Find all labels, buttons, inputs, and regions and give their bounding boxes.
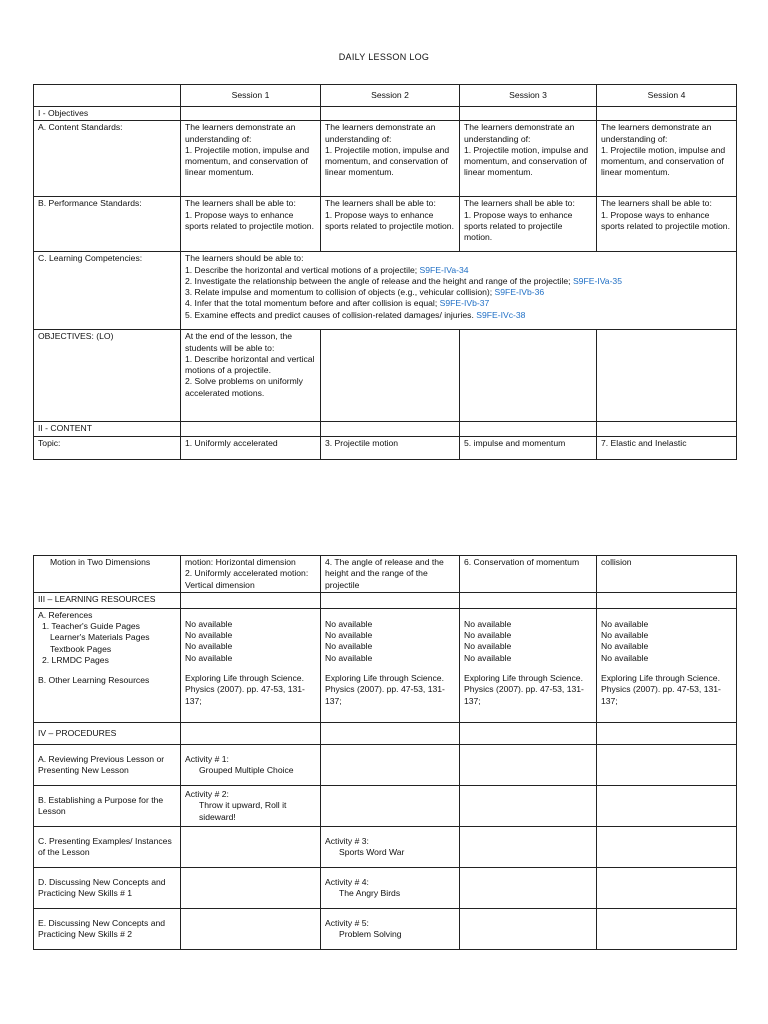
procedure-activity: Activity # 2: Throw it upward, Roll it sideward! — [181, 785, 321, 826]
learning-competencies-row — [34, 252, 737, 330]
references-label-cell: A. References 1. Teacher's Guide Pages Learner's Materials Pages Textbook Pages 2. LRMDC Pages B. Other Learning Resources — [34, 608, 181, 722]
procedure-activity: Activity # 4: The Angry Birds — [321, 867, 460, 908]
topic-row — [34, 436, 737, 459]
topic-s3: 5. impulse and momentum — [460, 436, 597, 459]
reference-item: Textbook Pages — [50, 643, 112, 654]
header-blank — [34, 85, 181, 107]
content-section-row — [34, 422, 737, 436]
content-standards-s3: The learners demonstrate an understanding of: 1. Projectile motion, impulse and momentum, and conservation of linear momentum. — [460, 121, 597, 197]
topic-continued-row — [34, 556, 737, 593]
objectives-section-label: I - Objectives — [34, 107, 181, 121]
performance-standards-label: B. Performance Standards: — [34, 197, 181, 252]
competency-item: 5. Examine effects and predict causes of collision-related damages/ injuries. S9FE-IVc-38 — [185, 309, 526, 320]
procedure-label: B. Establishing a Purpose for the Lesson — [34, 785, 181, 826]
procedure-label: E. Discussing New Concepts and Practicing New Skills # 2 — [34, 908, 181, 949]
procedure-row-e — [34, 908, 737, 949]
references-s1: No available No available No available No available Exploring Life through Science. Physics (2007). pp. 47-53, 131-137; — [181, 608, 321, 722]
lo-s1: At the end of the lesson, the students will be able to: 1. Describe horizontal and vertical motions of a projectile. 2. Solve problems on uniformly accelerated motions. — [181, 330, 321, 422]
procedure-activity: Activity # 1: Grouped Multiple Choice — [181, 744, 321, 785]
competency-code: S9FE-IVb-36 — [494, 287, 545, 298]
procedure-row-b — [34, 785, 737, 826]
topic-s1: 1. Uniformly accelerated — [181, 436, 321, 459]
content-standards-s2: The learners demonstrate an understanding of: 1. Projectile motion, impulse and momentum, and conservation of linear momentum. — [321, 121, 460, 197]
procedure-row-d — [34, 867, 737, 908]
page-title: DAILY LESSON LOG — [338, 52, 430, 62]
performance-standards-s2: The learners shall be able to: 1. Propose ways to enhance sports related to projectile motion. — [321, 197, 460, 252]
procedures-section-row — [34, 722, 737, 744]
reference-item: 2. LRMDC Pages — [42, 655, 109, 666]
lesson-log-table-1 — [33, 84, 737, 460]
session-header-row — [34, 85, 737, 107]
procedure-activity: Activity # 5: Problem Solving — [321, 908, 460, 949]
content-section-label: II - CONTENT — [34, 422, 181, 436]
topic-continued-s4: collision — [597, 556, 737, 593]
procedure-activity: Activity # 3: Sports Word War — [321, 826, 460, 867]
procedure-label: A. Reviewing Previous Lesson or Presenting New Lesson — [34, 744, 181, 785]
competency-item: 4. Infer that the total momentum before and after collision is equal; S9FE-IVb-37 — [185, 298, 490, 309]
performance-standards-s1: The learners shall be able to: 1. Propose ways to enhance sports related to projectile motion. — [181, 197, 321, 252]
performance-standards-row — [34, 197, 737, 252]
competency-code: S9FE-IVa-34 — [419, 264, 469, 275]
content-standards-s1: The learners demonstrate an understanding of: 1. Projectile motion, impulse and momentum, and conservation of linear momentum. — [181, 121, 321, 197]
performance-standards-s4: The learners shall be able to: 1. Propose ways to enhance sports related to projectile motion. — [597, 197, 737, 252]
competency-item: 1. Describe the horizontal and vertical motions of a projectile; S9FE-IVa-34 — [185, 264, 469, 275]
session-3-header: Session 3 — [460, 85, 597, 107]
topic-s4: 7. Elastic and Inelastic — [597, 436, 737, 459]
session-2-header: Session 2 — [321, 85, 460, 107]
competency-item: 3. Relate impulse and momentum to collision of objects (e.g., vehicular collision); S9FE-IVb-36 — [185, 287, 545, 298]
topic-s2: 3. Projectile motion — [321, 436, 460, 459]
session-4-header: Session 4 — [597, 85, 737, 107]
references-s3: No available No available No available No available Exploring Life through Science. Physics (2007). pp. 47-53, 131-137; — [460, 608, 597, 722]
competency-code: S9FE-IVc-38 — [476, 309, 526, 320]
content-standards-label: A. Content Standards: — [34, 121, 181, 197]
lo-label: OBJECTIVES: (LO) — [34, 330, 181, 422]
reference-item: 1. Teacher's Guide Pages — [42, 621, 140, 632]
performance-standards-s3: The learners shall be able to: 1. Propose ways to enhance sports related to projectile motion. — [460, 197, 597, 252]
learning-competencies-list — [181, 252, 737, 330]
procedure-row-a — [34, 744, 737, 785]
procedure-row-c — [34, 826, 737, 867]
procedures-label: IV – PROCEDURES — [34, 722, 181, 744]
competencies-intro: The learners should be able to: — [185, 253, 304, 264]
procedure-label: C. Presenting Examples/ Instances of the Lesson — [34, 826, 181, 867]
topic-continued-s2: 4. The angle of release and the height and the range of the projectile — [321, 556, 460, 593]
learning-resources-label: III – LEARNING RESOURCES — [34, 592, 181, 608]
topic-label: Topic: — [34, 436, 181, 459]
topic-continued-s3: 6. Conservation of momentum — [460, 556, 597, 593]
topic-continued-s1: motion: Horizontal dimension 2. Uniformly accelerated motion: Vertical dimension — [181, 556, 321, 593]
competency-item: 2. Investigate the relationship between the angle of release and the height and range of the projectile; S9FE-IVa-35 — [185, 275, 622, 286]
content-standards-row — [34, 121, 737, 197]
references-s2: No available No available No available No available Exploring Life through Science. Physics (2007). pp. 47-53, 131-137; — [321, 608, 460, 722]
topic-continued-label: Motion in Two Dimensions — [34, 556, 181, 593]
references-s4: No available No available No available No available Exploring Life through Science. Physics (2007). pp. 47-53, 131-137; — [597, 608, 737, 722]
learning-competencies-label: C. Learning Competencies: — [34, 252, 181, 330]
procedure-label: D. Discussing New Concepts and Practicing New Skills # 1 — [34, 867, 181, 908]
references-row — [34, 608, 737, 722]
learning-resources-section-row — [34, 592, 737, 608]
reference-item: Learner's Materials Pages — [50, 632, 150, 643]
lo-row — [34, 330, 737, 422]
content-standards-s4: The learners demonstrate an understanding of: 1. Projectile motion, impulse and momentum, and conservation of linear momentum. — [597, 121, 737, 197]
lesson-log-table-2 — [33, 555, 737, 950]
other-resources-label: B. Other Learning Resources — [38, 675, 150, 686]
session-1-header: Session 1 — [181, 85, 321, 107]
competency-code: S9FE-IVa-35 — [572, 275, 622, 286]
competency-code: S9FE-IVb-37 — [439, 298, 490, 309]
objectives-section-row — [34, 107, 737, 121]
